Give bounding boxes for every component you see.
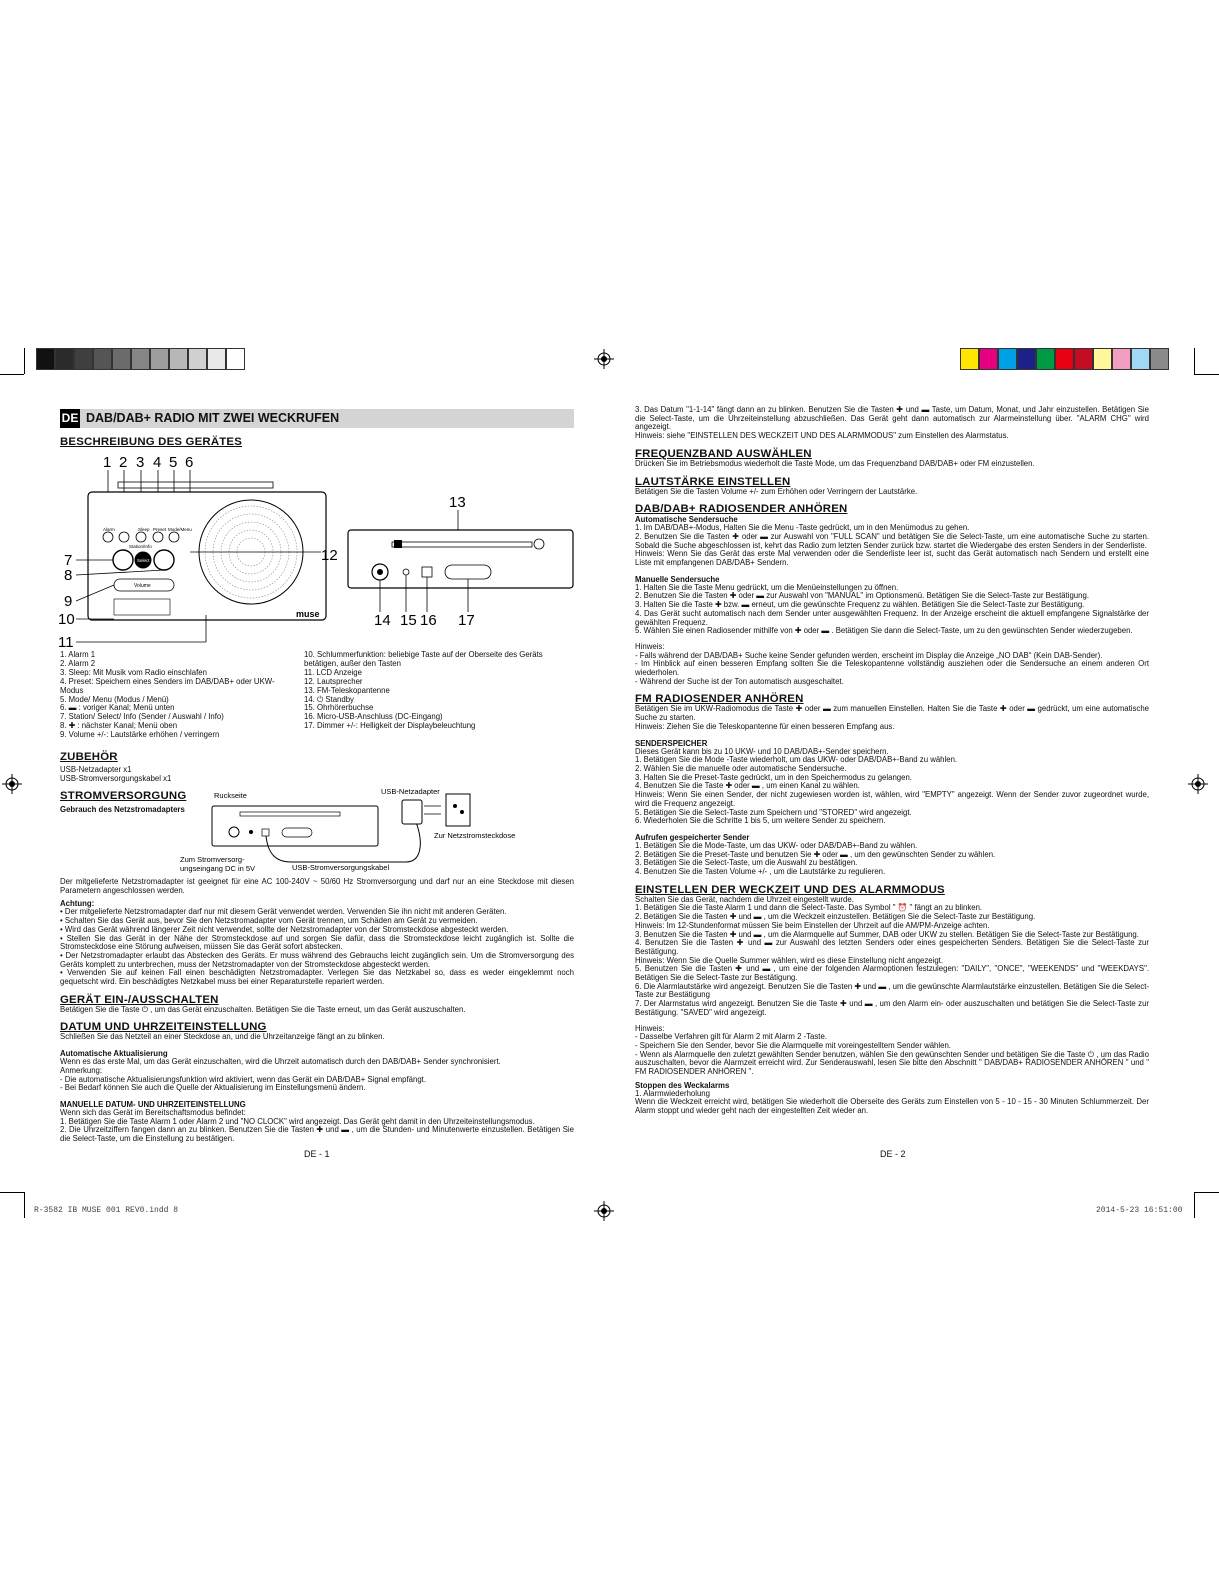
callout-number: 3 xyxy=(136,454,145,471)
power-connection-diagram xyxy=(176,784,576,876)
svg-text:muse: muse xyxy=(296,609,320,619)
svg-text:13: 13 xyxy=(449,494,466,511)
gray-swatch xyxy=(150,348,169,370)
color-swatch xyxy=(998,348,1017,370)
gray-swatch xyxy=(169,348,188,370)
section-heading-beschreibung: BESCHREIBUNG DES GERÄTES xyxy=(60,436,243,448)
list-item: 4. Benutzen Sie die Tasten Volume +/- , um die Lautstärke zu regulieren. xyxy=(635,867,886,877)
list-item: 17. Dimmer +/-: Helligkeit der Displaybeleuchtung xyxy=(304,721,476,731)
list-item: 4. Das Gerät sucht automatisch nach dem Sender unter ausgewählten Frequenz. In der Anzeige erscheint die aktuell empfangene Signalstärke der gewählten Frequenz. xyxy=(635,608,1149,627)
subheading-manual-scan: Manuelle Sendersuche xyxy=(635,574,720,584)
back-device-diagram xyxy=(342,492,578,628)
list-item: 1. Alarmwiederholung xyxy=(635,1088,710,1098)
list-item: 3. Sleep: Mit Musik vom Radio einschlafen xyxy=(60,667,207,677)
grayscale-calibration-strip xyxy=(36,348,245,370)
svg-text:Volume: Volume xyxy=(134,583,151,589)
section-heading-dab: DAB/DAB+ RADIOSENDER ANHÖREN xyxy=(635,503,848,516)
list-item: 2. Wählen Sie die manuelle oder automatische Sendersuche. xyxy=(635,763,847,773)
list-item: Anmerkung: xyxy=(60,1065,103,1075)
page-number-right: DE - 2 xyxy=(880,1149,906,1159)
zubehor-list xyxy=(60,766,171,783)
registration-mark-icon xyxy=(594,349,614,369)
crop-mark xyxy=(0,1192,24,1193)
list-item: 5. Betätigen Sie die Select-Taste zum Speichern und "STORED" wird angezeigt. xyxy=(635,807,912,817)
list-item: 1. Betätigen Sie die Mode -Taste wiederholt, um das UKW- oder DAB/DAB+-Band zu wählen. xyxy=(635,755,958,765)
list-item: 11. LCD Anzeige xyxy=(304,667,362,677)
list-item: Wenn es das erste Mal, um das Gerät einzuschalten, wird die Uhrzeit automatisch durch den DAB/DAB+ Sender synchronisiert. xyxy=(60,1057,501,1067)
callout-number: 4 xyxy=(153,454,162,471)
list-item: Hinweis: Ziehen Sie die Teleskopantenne für einen besseren Empfang aus. xyxy=(635,721,895,731)
section-heading-strom: STROMVERSORGUNG xyxy=(60,790,187,802)
crop-mark xyxy=(1194,374,1219,375)
list-item: 16. Micro-USB-Anschluss (DC-Eingang) xyxy=(304,712,443,722)
einaus-text: Betätigen Sie die Taste ⏻ , um das Gerät einzuschalten. Betätigen Sie die Taste erneut, um das Gerät auszuschalten. xyxy=(60,1004,466,1014)
crop-mark xyxy=(24,1192,25,1218)
list-item: Hinweis: Wenn Sie die Quelle Summer wählen, wird es diese Einstellung nicht angezeigt. xyxy=(635,955,943,965)
list-item: 2. Alarm 2 xyxy=(60,658,96,668)
svg-text:9: 9 xyxy=(64,593,73,610)
list-item: - Falls während der DAB/DAB+ Suche keine Sender gefunden werden, erscheint im Display die Anzeige „NO DAB“ (Kein DAB-Sender). xyxy=(635,650,1103,660)
gray-swatch xyxy=(226,348,245,370)
section-heading-weckzeit: EINSTELLEN DER WECKZEIT UND DES ALARMMODUS xyxy=(635,883,945,896)
list-item: 12. Lautsprecher xyxy=(304,676,363,686)
gray-swatch xyxy=(131,348,150,370)
color-swatch xyxy=(1036,348,1055,370)
svg-text:12: 12 xyxy=(321,547,338,564)
svg-text:10: 10 xyxy=(58,611,75,628)
list-item: 13. FM-Teleskopantenne xyxy=(304,685,390,695)
list-item: 5. Wählen Sie einen Radiosender mithilfe von ✚ oder ▬ . Betätigen Sie dann die Select-Taste, um zu den gewünschten Sender wiederzugeben. xyxy=(635,626,1133,636)
color-swatch xyxy=(1131,348,1150,370)
list-item: • Der mitgelieferte Netzstromadapter darf nur mit diesem Gerät verwendet werden. Verwenden Sie ihn nicht mit anderen Geräten. xyxy=(60,907,507,917)
list-item: - Wenn als Alarmquelle den zuletzt gewählten Sender benutzen, wählen Sie den gewünschten Sender und betätigen Sie die Taste ⏻ , um das Radio auszuschalten, bevor die Alarmzeit erreicht wird. Zur Senderauswahl, lesen Sie bitte den Abschnitt " DAB/DAB+ RADIOSENDER ANHÖREN " und " FM RADIOSENDER ANHÖREN ". xyxy=(635,1049,1149,1077)
list-item: 3. Halten Sie die Preset-Taste gedrückt, um in den Speichermodus zu gelangen. xyxy=(635,772,912,782)
list-item: USB-Netzadapter x1 xyxy=(60,765,132,774)
list-item: - Speichern Sie den Sender, bevor Sie die Alarmquelle mit voreingestelltem Sender wählen. xyxy=(635,1040,951,1050)
list-item: 2. Betätigen Sie die Preset-Taste und benutzen Sie ✚ oder ▬ , um den gewünschten Sender zu wählen. xyxy=(635,849,996,859)
front-device-diagram xyxy=(56,452,356,648)
list-item: 3. Betätigen Sie die Select-Taste, um die Auswahl zu bestätigen. xyxy=(635,858,858,868)
list-item: 5. Mode/ Menu (Modus / Menü) xyxy=(60,694,169,704)
svg-text:7: 7 xyxy=(64,552,73,569)
list-item: Hinweis: Wenn Sie einen Sender, der nicht zugewiesen worden ist, wählen, wird "EMPTY" angezeigt. Wenn der Sender zuvor zugeordnet wurde, wird die Frequenz angezeigt. xyxy=(635,790,1149,808)
list-item: 2. Betätigen Sie die Tasten ✚ und ▬ , um die Weckzeit einzustellen. Betätigen Sie die Select-Taste zur Bestätigung. xyxy=(635,912,1036,922)
list-item: Hinweis: Wenn Sie das Gerät das erste Mal verwenden oder die Senderliste leer ist, sucht das Gerät automatisch nach Sendern und erstellt eine Liste mit empfangenen DAB/DAB+ Sendern. xyxy=(635,549,1149,568)
list-item: 4. Benutzen Sie die Taste ✚ oder ▬ , um einen Kanal zu wählen. xyxy=(635,781,860,791)
description-list-right xyxy=(304,651,554,731)
list-item: Hinweis: siehe "EINSTELLEN DES WECKZEIT UND DES ALARMMODUS" zum Einstellen des Alarmstatus. xyxy=(635,431,1009,441)
list-item: 1. Alarm 1 xyxy=(60,650,96,659)
svg-text:USB-Netzadapter: USB-Netzadapter xyxy=(381,787,440,796)
list-item: • Stellen Sie das Gerät in der Nähe der Stromsteckdose auf und sorgen Sie dafür, dass die Stromsteckdose leicht zugänglich ist. Sollte die Stromsteckdose eine Störung aufweisen, müssen Sie das Gerät sofort abstecken. xyxy=(60,933,574,952)
page-header xyxy=(60,409,574,428)
list-item: 6. Wiederholen Sie die Schritte 1 bis 5, um weitere Sender zu speichern. xyxy=(635,816,886,826)
strom-intro: Der mitgelieferte Netzstromadapter ist geeignet für eine AC 100-240V ~ 50/60 Hz Stromversorgung und darf nur an eine Steckdose mit diesen Parametern angeschlossen werden. xyxy=(60,877,574,895)
list-item: - Dasselbe Verfahren gilt für Alarm 2 mit Alarm 2 -Taste. xyxy=(635,1032,827,1042)
list-item: • Wird das Gerät während längerer Zeit nicht verwendet, sollte der Netzstromadapter von der Stromsteckdose abgesteckt werden. xyxy=(60,924,509,934)
page-number-left: DE - 1 xyxy=(304,1149,330,1159)
strom-section xyxy=(60,878,574,1144)
list-item: • Schalten Sie das Gerät aus, bevor Sie den Netzstromadapter vom Gerät trennen, um Schäden am Gerät zu vermeiden. xyxy=(60,916,478,926)
svg-text:Mode/Menu: Mode/Menu xyxy=(168,527,192,532)
list-item: 2. Benutzen Sie die Tasten ✚ oder ▬ zur Auswahl von "MANUAL" im Optionsmenü. Betätigen Sie die Select-Taste zur Bestätigung. xyxy=(635,591,1089,601)
color-swatch xyxy=(1150,348,1169,370)
process-color-strip xyxy=(960,348,1169,370)
list-item: 2. Die Uhrzeitziffern fangen dann an zu blinken. Benutzen Sie die Tasten ✚ und ▬ , um die Stunden- und Minutenwerte einzustellen. Betätigen Sie die Select-Taste, um die Einstellung zu bestätigen. xyxy=(60,1125,574,1144)
svg-text:11: 11 xyxy=(58,634,74,648)
svg-text:17: 17 xyxy=(458,612,475,628)
svg-text:Preset: Preset xyxy=(153,527,167,532)
crop-mark xyxy=(24,348,25,374)
list-item: 6. Die Alarmlautstärke wird angezeigt. Benutzen Sie die Tasten ✚ und ▬ , um die gewünschte Alarmlautstärke einzustellen. Betätigen Sie die Select-Taste zur Bestätigung xyxy=(635,981,1149,1000)
svg-text:Ruckseite: Ruckseite xyxy=(214,791,247,800)
callout-number: 2 xyxy=(119,454,128,471)
callout-number: 5 xyxy=(169,454,178,471)
list-item: • Der Netzstromadapter erlaubt das Abstecken des Geräts. Er muss während des Gebrauchs leicht zugänglich sein. Um die Stromversorgung des Geräts komplett zu unterbrechen, muss der Netzstromadapter von der Stromsteckdose abgesteckt werden. xyxy=(60,950,574,969)
list-item: USB-Stromversorgungskabel x1 xyxy=(60,773,172,783)
page-title: DAB/DAB+ RADIO MIT ZWEI WECKRUFEN xyxy=(86,411,340,425)
subheading-stop-alarm: Stoppen des Weckalarms xyxy=(635,1080,730,1090)
callout-number: 1 xyxy=(103,454,112,471)
gray-swatch xyxy=(55,348,74,370)
gray-swatch xyxy=(188,348,207,370)
list-item: 10. Schlummerfunktion: beliebige Taste auf der Oberseite des Geräts betätigen, außer den Tasten xyxy=(304,650,543,668)
color-swatch xyxy=(1017,348,1036,370)
svg-text:Station/Info: Station/Info xyxy=(129,544,152,549)
color-swatch xyxy=(960,348,979,370)
list-item: 1. Betätigen Sie die Mode-Taste, um das UKW- oder DAB/DAB+-Band zu wählen. xyxy=(635,840,918,850)
list-item: • Verwenden Sie auf keinen Fall einen beschädigten Netzstromadapter. Verlegen Sie das Netzkabel so, dass es weder eingeklemmt noch gequetscht wird. Ein beschädigtes Netzkabel muss bei einer Reparaturstelle repariert werden. xyxy=(60,968,574,987)
subheading-netzstromadapter: Gebrauch des Netzstromadapters xyxy=(60,805,185,814)
list-item: 1. Halten Sie die Taste Menu gedrückt, um die Menüeinstellungen zu öffnen. xyxy=(635,582,899,592)
list-item: 14. ⏻ Standby xyxy=(304,694,354,704)
description-list-left xyxy=(60,651,280,740)
list-item: 6. ▬ : voriger Kanal; Menü unten xyxy=(60,703,175,713)
list-item: Wenn sich das Gerät im Bereitschaftsmodus befindet: xyxy=(60,1107,246,1117)
list-item: Wenn die Weckzeit erreicht wird, betätigen Sie wiederholt die Oberseite des Geräts zum Einstellen von 5 - 10 - 15 - 30 Minuten Schlummerzeit. Der Alarm stoppt und wieder geht nach der eingestellten Zeit wieder an. xyxy=(635,1097,1149,1116)
svg-text:Zum Stromversorg-: Zum Stromversorg- xyxy=(180,855,245,864)
svg-text:16: 16 xyxy=(420,612,437,628)
registration-mark-icon xyxy=(594,1201,614,1221)
list-item: - Während der Suche ist der Ton automatisch ausgeschaltet. xyxy=(635,676,844,686)
svg-text:Alarm: Alarm xyxy=(103,527,115,532)
color-swatch xyxy=(979,348,998,370)
section-heading-frequenz: FREQUENZBAND AUSWÄHLEN xyxy=(635,447,812,460)
list-item: Dieses Gerät kann bis zu 10 UKW- und 10 DAB/DAB+-Sender speichern. xyxy=(635,746,889,756)
list-item: 8. ✚ : nächster Kanal; Menü oben xyxy=(60,721,178,731)
crop-mark xyxy=(0,374,24,375)
list-item: Schalten Sie das Gerät, nachdem die Uhrzeit eingestellt wurde. xyxy=(635,894,854,904)
list-item: 1. Betätigen Sie die Taste Alarm 1 und dann die Select-Taste. Das Symbol " ⏰ " fängt an zu blinken. xyxy=(635,903,983,913)
gray-swatch xyxy=(36,348,55,370)
list-item: Hinweis: xyxy=(635,641,665,651)
crop-mark xyxy=(1194,348,1195,374)
svg-text:8: 8 xyxy=(64,567,73,584)
list-item: Betätigen Sie im UKW-Radiomodus die Taste ✚ oder ▬ zum manuellen Einstellen. Halten Sie die Taste ✚ oder ▬ gedrückt, um eine automatische Suche zu starten. xyxy=(635,704,1149,723)
list-item: 7. Der Alarmstatus wird angezeigt. Benutzen Sie die Taste ✚ und ▬ , um den Alarm ein- oder auszuschalten und betätigen Sie die Select-Taste zur Bestätigung. "SAVED" wird angezeigt. xyxy=(635,999,1149,1017)
frequenz-text: Drücken Sie im Betriebsmodus wiederholt die Taste Mode, um das Frequenzband DAB/DAB+ oder FM einzustellen. xyxy=(635,458,1035,468)
section-heading-einaus: GERÄT EIN-/AUSSCHALTEN xyxy=(60,993,219,1006)
color-swatch xyxy=(1093,348,1112,370)
registration-mark-icon xyxy=(2,774,22,794)
right-page xyxy=(635,406,1149,1116)
gray-swatch xyxy=(207,348,226,370)
subheading-manual-datetime: MANUELLE DATUM- UND UHRZEITEINSTELLUNG xyxy=(60,1099,246,1109)
subheading-auto-update: Automatische Aktualisierung xyxy=(60,1049,168,1059)
callout-number: 6 xyxy=(185,454,194,471)
list-item: 7. Station/ Select/ Info (Sender / Auswahl / Info) xyxy=(60,712,224,722)
list-item: 9. Volume +/-: Lautstärke erhöhen / verringern xyxy=(60,730,220,740)
crop-mark xyxy=(1194,1192,1195,1218)
list-item: - Im Hinblick auf einen besseren Empfang sollten Sie die Teleskopantenne vollständig ausziehen oder die Sendersuche an einem anderen Ort wiederholen. xyxy=(635,659,1149,678)
file-slug: R-3582 IB MUSE 001 REV0.indd 8 xyxy=(34,1206,179,1215)
list-item: 3. Halten Sie die Taste ✚ bzw. ▬ erneut, um die gewünschte Frequenz zu wählen. Betätigen Sie die Select-Taste zur Bestätigung. xyxy=(635,600,1085,610)
list-item: 4. Benutzen Sie die Tasten ✚ und ▬ zur Auswahl des letzten Senders oder eines gespeicherten Senders. Betätigen Sie die Select-Taste zur Bestätigung. xyxy=(635,938,1149,956)
gray-swatch xyxy=(93,348,112,370)
gray-swatch xyxy=(74,348,93,370)
svg-text:USB-Stromversorgungskabel: USB-Stromversorgungskabel xyxy=(292,863,390,872)
color-swatch xyxy=(1112,348,1131,370)
subheading-auto-scan: Automatische Sendersuche xyxy=(635,515,738,525)
svg-text:Sleep: Sleep xyxy=(138,527,150,532)
datum-text: Schließen Sie das Netzteil an einer Steckdose an, und die Uhrzeitanzeige fängt an zu blinken. xyxy=(60,1032,385,1042)
list-item: 1. Im DAB/DAB+-Modus, Halten Sie die Menu -Taste gedrückt, um in den Menümodus zu gehen. xyxy=(635,523,970,533)
svg-text:ungseingang DC in 5V: ungseingang DC in 5V xyxy=(180,864,256,873)
subheading-abruf: Aufrufen gespeicherter Sender xyxy=(635,832,750,842)
lautstaerke-text: Betätigen Sie die Tasten Volume +/- zum Erhöhen oder Verringern der Lautstärke. xyxy=(635,486,918,496)
list-item: 4. Preset: Speichern eines Senders im DAB/DAB+ oder UKW-Modus xyxy=(60,676,275,695)
achtung-heading: Achtung: xyxy=(60,899,95,909)
list-item: Hinweis: xyxy=(635,1023,665,1033)
svg-text:Zur Netzstromsteckdose: Zur Netzstromsteckdose xyxy=(434,831,516,840)
svg-text:14: 14 xyxy=(374,612,391,628)
subheading-speicher: SENDERSPEICHER xyxy=(635,738,708,748)
list-item: Hinweis: Im 12-Stundenformat müssen Sie beim Einstellen der Uhrzeit auf die AM/PM-Anzeige achten. xyxy=(635,920,990,930)
color-swatch xyxy=(1055,348,1074,370)
crop-mark xyxy=(1194,1192,1219,1193)
date-slug: 2014-5-23 16:51:00 xyxy=(1096,1206,1183,1215)
list-item: 3. Benutzen Sie die Tasten ✚ und ▬ , um die Alarmquelle auf Summer, DAB oder UKW zu stellen. Betätigen Sie die Select-Taste zur Bestätigung. xyxy=(635,929,1139,939)
list-item: 2. Benutzen Sie die Tasten ✚ oder ▬ zur Auswahl von "FULL SCAN" und betätigen Sie die Select-Taste, um eine automatische Suche zu starten. Sobald die Suche abgeschlossen ist, kehrt das Radio zum letzten Sender zurück bzw. startet die Wiedergabe des ersten Senders in der Senderliste. xyxy=(635,531,1149,550)
list-item: 1. Betätigen Sie die Taste Alarm 1 oder Alarm 2 und "NO CLOCK" wird angezeigt. Das Gerät geht damit in den Uhrzeiteinstellungsmodus. xyxy=(60,1116,535,1126)
list-item: 3. Das Datum "1-1-14" fängt dann an zu blinken. Benutzen Sie die Tasten ✚ und ▬ Taste, um Datum, Monat, und Jahr einzustellen. Betätigen Sie die Select-Taste, um die Uhrzeiteinstellung abzuschließen. Das Gerät geht dann automatisch zur Alarmeinstellung über. "ALARM CHG" wird angezeigt. xyxy=(635,405,1149,432)
svg-text:Select: Select xyxy=(137,558,150,563)
gray-swatch xyxy=(112,348,131,370)
list-item: - Die automatische Aktualisierungsfunktion wird aktiviert, wenn das Gerät ein DAB/DAB+ Signal empfängt. xyxy=(60,1074,426,1084)
section-heading-zubehor: ZUBEHÖR xyxy=(60,751,118,763)
list-item: 5. Benutzen Sie die Tasten ✚ und ▬ , um eine der folgenden Alarmoptionen festzulegen: "DAILY", "ONCE", "WEEKENDS" und "WEEKDAYS". Betätigen Sie die Select-Taste zur Bestätigung. xyxy=(635,964,1149,983)
color-swatch xyxy=(1074,348,1093,370)
language-badge: DE xyxy=(60,409,80,428)
svg-text:15: 15 xyxy=(400,612,417,628)
list-item: 15. Ohrhörerbuchse xyxy=(304,703,374,713)
list-item: - Bei Bedarf können Sie auch die Quelle der Aktualisierung im Einstellungsmenü ändern. xyxy=(60,1083,366,1093)
section-heading-datum: DATUM UND UHRZEITEINSTELLUNG xyxy=(60,1021,267,1034)
section-heading-lautstaerke: LAUTSTÄRKE EINSTELLEN xyxy=(635,475,791,488)
registration-mark-icon xyxy=(1188,774,1208,794)
section-heading-fm: FM RADIOSENDER ANHÖREN xyxy=(635,693,804,706)
